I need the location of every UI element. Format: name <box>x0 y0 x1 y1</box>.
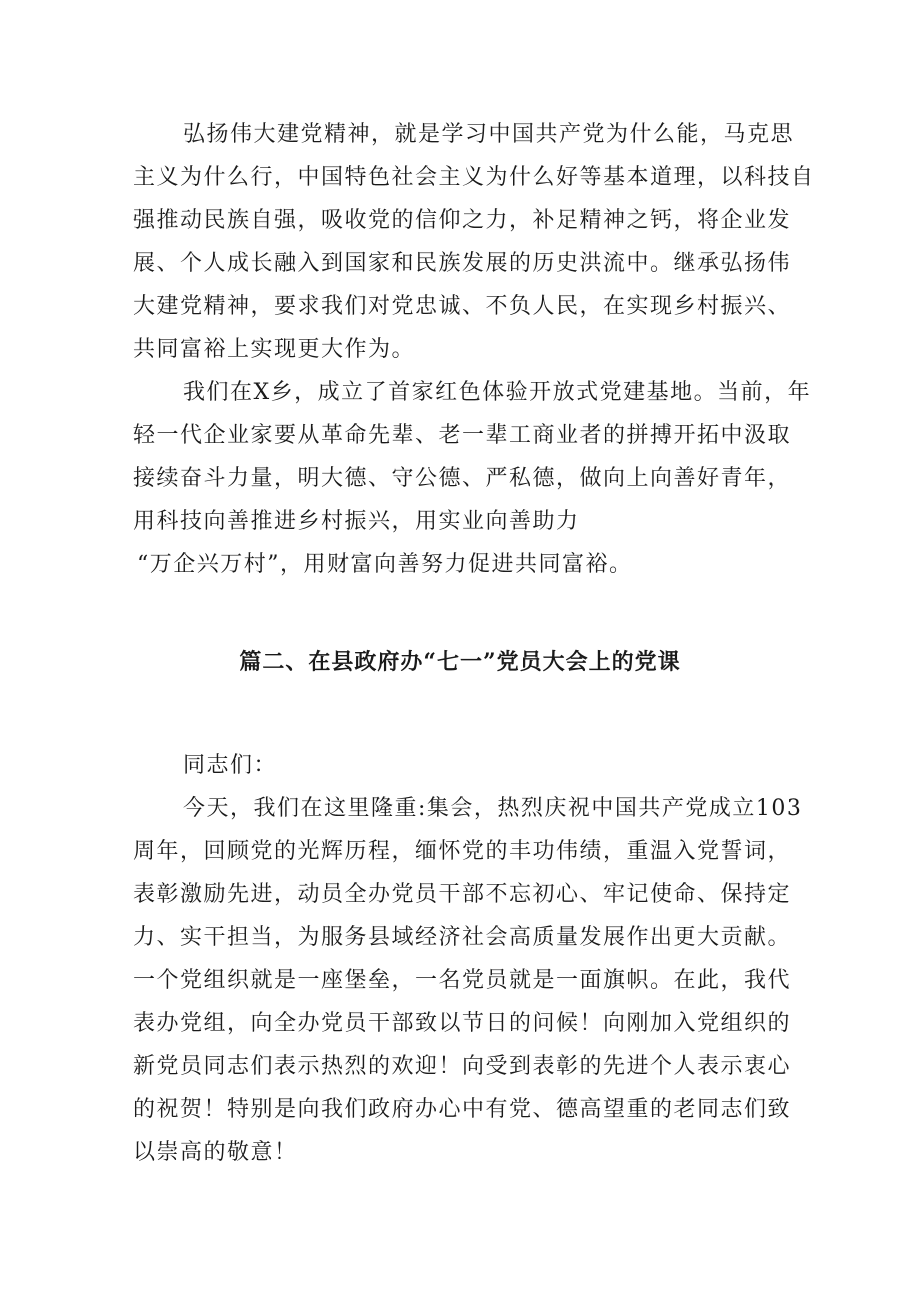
paragraph-line: 共同富裕上实现更大作为。 <box>133 337 416 362</box>
paragraph-line: 今天，我们在这里隆重:集会，热烈庆祝中国共产党成立103 <box>183 796 803 821</box>
paragraph-line: 以崇高的敬意！ <box>133 1140 298 1165</box>
paragraph-line: 我们在X乡，成立了首家红色体验开放式党建基地。当前，年 <box>183 380 812 405</box>
section-heading: 篇二、在县政府办“七一”党员大会上的党课 <box>239 649 681 675</box>
paragraph-line: 表彰激励先进，动员全办党员干部不忘初心、牢记使命、保持定 <box>133 882 792 907</box>
paragraph-line: 表办党组，向全办党员干部致以节日的问候！向刚加入党组织的 <box>133 1011 792 1036</box>
paragraph-line: 大建党精神，要求我们对党忠诚、不负人民，在实现乡村振兴、 <box>133 294 792 319</box>
paragraph-line: 主义为什么行，中国特色社会主义为什么好等基本道理，以科技自 <box>133 165 815 190</box>
paragraph-line: 弘扬伟大建党精神，就是学习中国共产党为什么能，马克思 <box>183 122 795 147</box>
paragraph-line: 强推动民族自强，吸收党的信仰之力，补足精神之钙，将企业发 <box>133 208 792 233</box>
paragraph-line: 轻一代企业家要从革命先辈、老一辈工商业者的拼搏开拓中汲取 <box>133 423 792 448</box>
paragraph-line: 展、个人成长融入到国家和民族发展的历史洪流中。继承弘扬伟 <box>133 251 792 276</box>
paragraph-line: “万企兴万村”，用财富向善努力促进共同富裕。 <box>137 552 633 577</box>
salutation: 同志们： <box>183 753 278 778</box>
paragraph-line: 周年，回顾党的光辉历程，缅怀党的丰功伟绩，重温入党誓词， <box>133 839 792 864</box>
paragraph-line: 一个党组织就是一座堡垒，一名党员就是一面旗帜。在此，我代 <box>133 968 792 993</box>
paragraph-line: 用科技向善推进乡村振兴，用实业向善助力 <box>133 509 580 534</box>
paragraph-line: 力、实干担当，为服务县域经济社会高质量发展作出更大贡献。 <box>133 925 792 950</box>
paragraph-line: 新党员同志们表示热烈的欢迎！向受到表彰的先进个人表示衷心 <box>133 1054 792 1079</box>
paragraph-line: 接续奋斗力量，明大德、守公德、严私德，做向上向善好青年， <box>133 466 792 491</box>
paragraph-line: 的祝贺！特别是向我们政府办心中有党、德高望重的老同志们致 <box>133 1097 792 1122</box>
